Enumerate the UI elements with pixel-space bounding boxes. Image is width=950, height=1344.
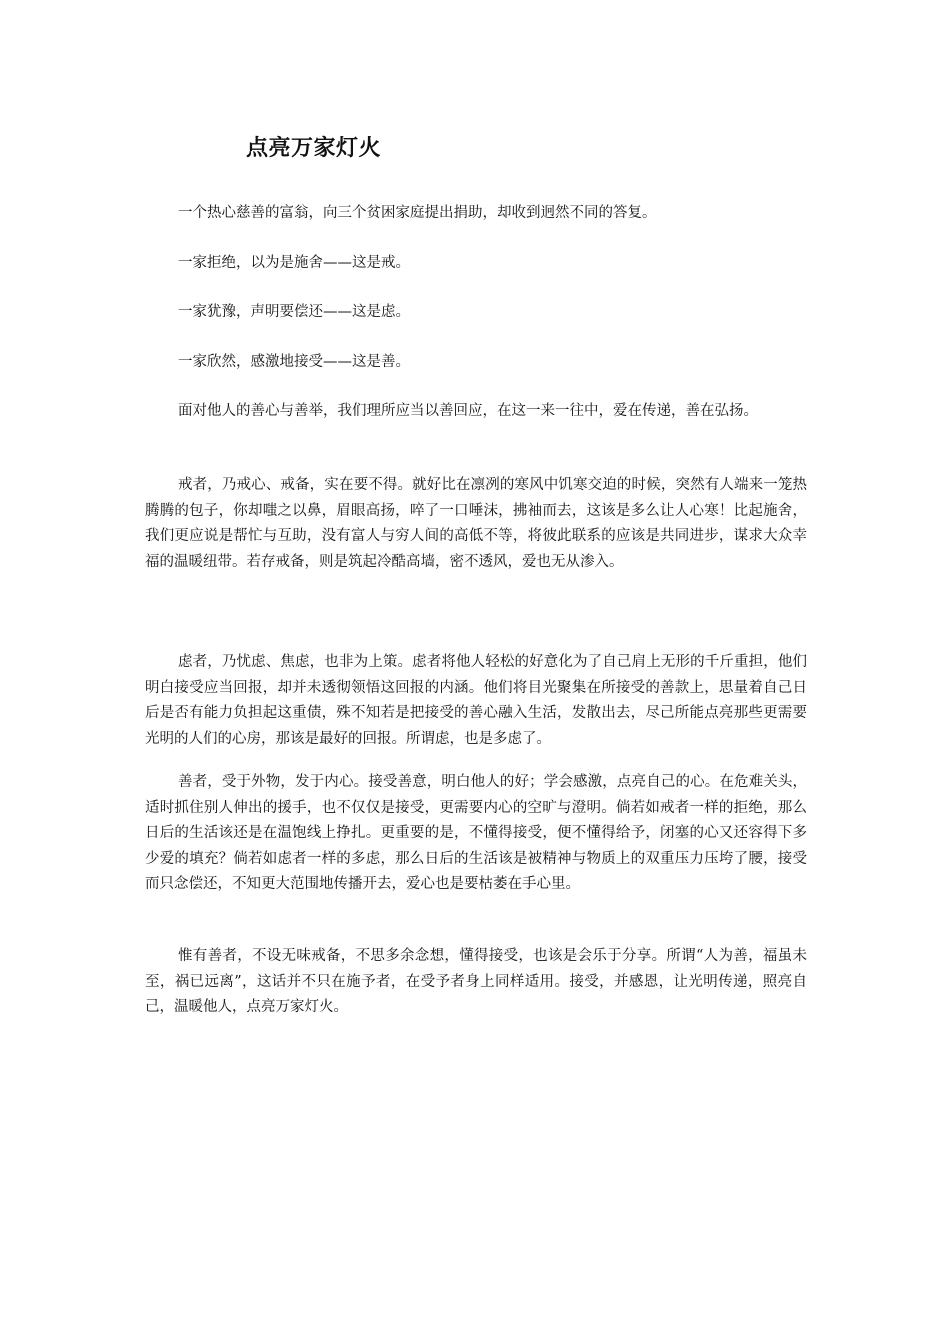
intro-line: 面对他人的善心与善举，我们理所应当以善回应，在这一来一往中，爱在传递，善在弘扬。 — [178, 403, 758, 419]
body-paragraph: 善者，受于外物，发于内心。接受善意，明白他人的好；学会感激，点亮自己的心。在危难关头，适时抓住别人伸出的援手，也不仅仅是接受，更需要内心的空旷与澄明。倘若如戒者一样的拒绝，那么日后的生活该还是在温饱线上挣扎。更重要的是，不懂得接受，便不懂得给予，闭塞的心又还容得下多少爱的填充？倘若如虑者一样的多虑，那么日后的生活该是被精神与物质上的双重压力压垮了腰，接受而只念偿还，不知更大范围地传播开去，爱心也是要枯萎在手心里。 — [145, 774, 807, 892]
document-title: 点亮万家灯火 — [246, 136, 382, 161]
intro-line: 一家拒绝，以为是施舍——这是戒。 — [178, 255, 410, 271]
body-paragraph: 惟有善者，不设无味戒备，不思多余念想，懂得接受，也该是会乐于分享。所谓“人为善，福虽未至，祸已远离”，这话并不只在施予者，在受予者身上同样适用。接受，并感恩，让光明传递，照亮自己，温暖他人，点亮万家灯火。 — [145, 948, 807, 1015]
body-paragraph: 虑者，乃忧虑、焦虑，也非为上策。虑者将他人轻松的好意化为了自己肩上无形的千斤重担，他们明白接受应当回报，却并未透彻领悟这回报的内涵。他们将目光聚集在所接受的善款上，思量着自己日后是否有能力负担起这重债，殊不知若是把接受的善心融入生活，发散出去，尽己所能点亮那些更需要光明的人们的心房，那该是最好的回报。所谓虑，也是多虑了。 — [145, 654, 807, 747]
body-paragraph: 戒者，乃戒心、戒备，实在要不得。就好比在凛冽的寒风中饥寒交迫的时候，突然有人端来一笼热腾腾的包子，你却嗤之以鼻，眉眼高扬，啐了一口唾沫，拂袖而去，这该是多么让人心寒！比起施舍，我们更应说是帮忙与互助，没有富人与穷人间的高低不等，将彼此联系的应该是共同进步，谋求大众幸福的温暖纽带。若存戒备，则是筑起冷酷高墙，密不透风，爱也无从渗入。 — [145, 477, 807, 570]
intro-line: 一家犹豫，声明要偿还——这是虑。 — [178, 304, 410, 320]
intro-line: 一个热心慈善的富翁，向三个贫困家庭提出捐助，却收到迥然不同的答复。 — [178, 205, 657, 221]
intro-line: 一家欣然，感激地接受——这是善。 — [178, 354, 410, 370]
